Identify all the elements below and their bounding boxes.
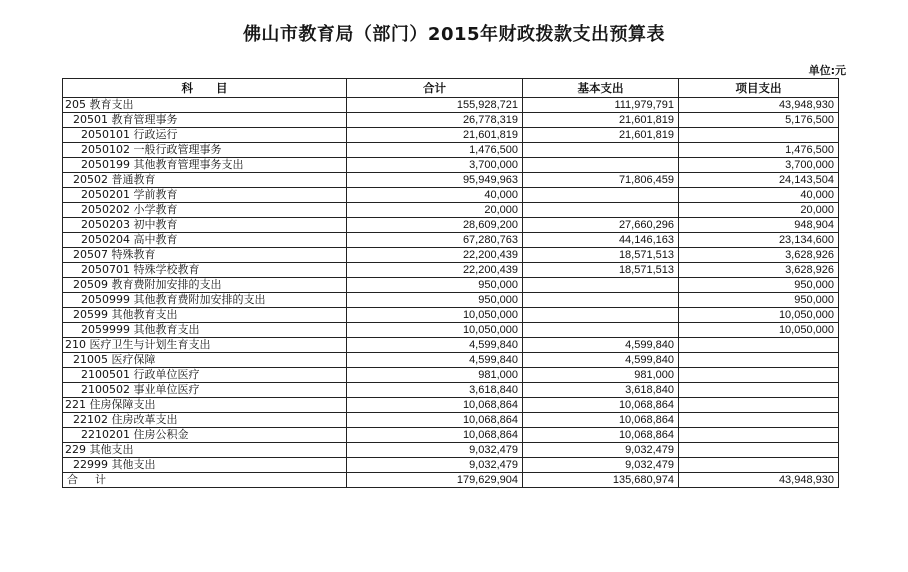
table-row — [63, 383, 839, 398]
row-total: 9,032,479 — [347, 458, 523, 473]
row-total: 950,000 — [347, 278, 523, 293]
row-total: 950,000 — [347, 293, 523, 308]
row-project — [679, 398, 839, 413]
row-subject: 2050203 初中教育 — [63, 218, 347, 233]
row-project — [679, 458, 839, 473]
row-basic: 10,068,864 — [523, 413, 679, 428]
total-row-project: 43,948,930 — [679, 473, 839, 488]
total-row-total: 179,629,904 — [347, 473, 523, 488]
row-project — [679, 428, 839, 443]
row-total: 3,700,000 — [347, 158, 523, 173]
table-row — [63, 143, 839, 158]
row-basic — [523, 323, 679, 338]
table-row — [63, 263, 839, 278]
row-total: 10,050,000 — [347, 308, 523, 323]
row-project — [679, 128, 839, 143]
table-row — [63, 113, 839, 128]
row-project — [679, 353, 839, 368]
row-basic — [523, 143, 679, 158]
row-project: 5,176,500 — [679, 113, 839, 128]
header-subject: 科 目 — [63, 79, 347, 98]
row-basic: 9,032,479 — [523, 458, 679, 473]
row-subject: 2210201 住房公积金 — [63, 428, 347, 443]
row-total: 10,050,000 — [347, 323, 523, 338]
row-basic — [523, 308, 679, 323]
row-project: 24,143,504 — [679, 173, 839, 188]
row-subject: 22102 住房改革支出 — [63, 413, 347, 428]
row-basic: 4,599,840 — [523, 353, 679, 368]
total-row — [63, 473, 839, 488]
row-basic: 18,571,513 — [523, 248, 679, 263]
row-subject: 229 其他支出 — [63, 443, 347, 458]
table-row — [63, 428, 839, 443]
row-subject: 2050701 特殊学校教育 — [63, 263, 347, 278]
table-row — [63, 353, 839, 368]
page-title: 佛山市教育局（部门）2015年财政拨款支出预算表 — [242, 24, 666, 45]
row-basic — [523, 293, 679, 308]
row-project — [679, 413, 839, 428]
row-subject: 2050201 学前教育 — [63, 188, 347, 203]
table-row — [63, 233, 839, 248]
table-row — [63, 158, 839, 173]
row-total: 3,618,840 — [347, 383, 523, 398]
row-subject: 2100502 事业单位医疗 — [63, 383, 347, 398]
row-total: 4,599,840 — [347, 338, 523, 353]
row-subject: 2050101 行政运行 — [63, 128, 347, 143]
row-total: 9,032,479 — [347, 443, 523, 458]
row-basic: 18,571,513 — [523, 263, 679, 278]
table-row — [63, 173, 839, 188]
row-project: 10,050,000 — [679, 308, 839, 323]
total-row-label: 合 计 — [63, 473, 347, 488]
row-subject: 22999 其他支出 — [63, 458, 347, 473]
row-basic — [523, 158, 679, 173]
row-project: 1,476,500 — [679, 143, 839, 158]
row-project — [679, 443, 839, 458]
row-project: 43,948,930 — [679, 98, 839, 113]
table-row — [63, 413, 839, 428]
row-subject: 2050102 一般行政管理事务 — [63, 143, 347, 158]
table-row — [63, 308, 839, 323]
row-basic: 71,806,459 — [523, 173, 679, 188]
header-total: 合计 — [347, 79, 523, 98]
header-basic: 基本支出 — [523, 79, 679, 98]
table-row — [63, 203, 839, 218]
row-basic: 10,068,864 — [523, 398, 679, 413]
row-subject: 221 住房保障支出 — [63, 398, 347, 413]
row-basic: 3,618,840 — [523, 383, 679, 398]
row-basic: 981,000 — [523, 368, 679, 383]
table-row — [63, 248, 839, 263]
row-project: 20,000 — [679, 203, 839, 218]
row-subject: 210 医疗卫生与计划生育支出 — [63, 338, 347, 353]
table-row — [63, 443, 839, 458]
row-project: 3,628,926 — [679, 263, 839, 278]
header-project: 项目支出 — [679, 79, 839, 98]
row-basic — [523, 278, 679, 293]
row-project: 3,628,926 — [679, 248, 839, 263]
row-subject: 2050999 其他教育费附加安排的支出 — [63, 293, 347, 308]
total-row-basic: 135,680,974 — [523, 473, 679, 488]
row-subject: 20599 其他教育支出 — [63, 308, 347, 323]
row-subject: 2050204 高中教育 — [63, 233, 347, 248]
row-total: 4,599,840 — [347, 353, 523, 368]
table-row — [63, 338, 839, 353]
budget-table — [62, 78, 839, 488]
row-project: 950,000 — [679, 278, 839, 293]
row-basic: 27,660,296 — [523, 218, 679, 233]
table-header-row — [63, 79, 839, 98]
row-project — [679, 338, 839, 353]
row-subject: 21005 医疗保障 — [63, 353, 347, 368]
row-basic: 111,979,791 — [523, 98, 679, 113]
row-total: 22,200,439 — [347, 263, 523, 278]
row-basic: 4,599,840 — [523, 338, 679, 353]
row-total: 26,778,319 — [347, 113, 523, 128]
row-total: 22,200,439 — [347, 248, 523, 263]
table-row — [63, 218, 839, 233]
row-total: 28,609,200 — [347, 218, 523, 233]
row-basic: 21,601,819 — [523, 128, 679, 143]
row-total: 20,000 — [347, 203, 523, 218]
row-total: 40,000 — [347, 188, 523, 203]
table-row — [63, 293, 839, 308]
table-row — [63, 128, 839, 143]
row-subject: 20501 教育管理事务 — [63, 113, 347, 128]
table-row — [63, 458, 839, 473]
row-subject: 2050202 小学教育 — [63, 203, 347, 218]
table-row — [63, 323, 839, 338]
row-total: 21,601,819 — [347, 128, 523, 143]
row-subject: 2100501 行政单位医疗 — [63, 368, 347, 383]
table-row — [63, 278, 839, 293]
table-row — [63, 368, 839, 383]
row-subject: 20502 普通教育 — [63, 173, 347, 188]
table-row — [63, 188, 839, 203]
row-basic: 44,146,163 — [523, 233, 679, 248]
row-total: 10,068,864 — [347, 413, 523, 428]
row-project: 23,134,600 — [679, 233, 839, 248]
row-total: 10,068,864 — [347, 398, 523, 413]
row-project: 948,904 — [679, 218, 839, 233]
table-row — [63, 98, 839, 113]
row-total: 981,000 — [347, 368, 523, 383]
row-basic — [523, 188, 679, 203]
unit-label: 单位:元 — [808, 64, 846, 77]
row-total: 155,928,721 — [347, 98, 523, 113]
row-subject: 205 教育支出 — [63, 98, 347, 113]
row-project — [679, 368, 839, 383]
row-total: 95,949,963 — [347, 173, 523, 188]
row-project: 40,000 — [679, 188, 839, 203]
row-subject: 20509 教育费附加安排的支出 — [63, 278, 347, 293]
row-project: 950,000 — [679, 293, 839, 308]
row-subject: 20507 特殊教育 — [63, 248, 347, 263]
table-row — [63, 398, 839, 413]
row-subject: 2059999 其他教育支出 — [63, 323, 347, 338]
row-total: 1,476,500 — [347, 143, 523, 158]
row-project: 10,050,000 — [679, 323, 839, 338]
row-basic — [523, 203, 679, 218]
table-body — [63, 98, 839, 473]
row-basic: 9,032,479 — [523, 443, 679, 458]
row-subject: 2050199 其他教育管理事务支出 — [63, 158, 347, 173]
row-total: 67,280,763 — [347, 233, 523, 248]
row-basic: 21,601,819 — [523, 113, 679, 128]
row-project: 3,700,000 — [679, 158, 839, 173]
row-total: 10,068,864 — [347, 428, 523, 443]
row-project — [679, 383, 839, 398]
row-basic: 10,068,864 — [523, 428, 679, 443]
